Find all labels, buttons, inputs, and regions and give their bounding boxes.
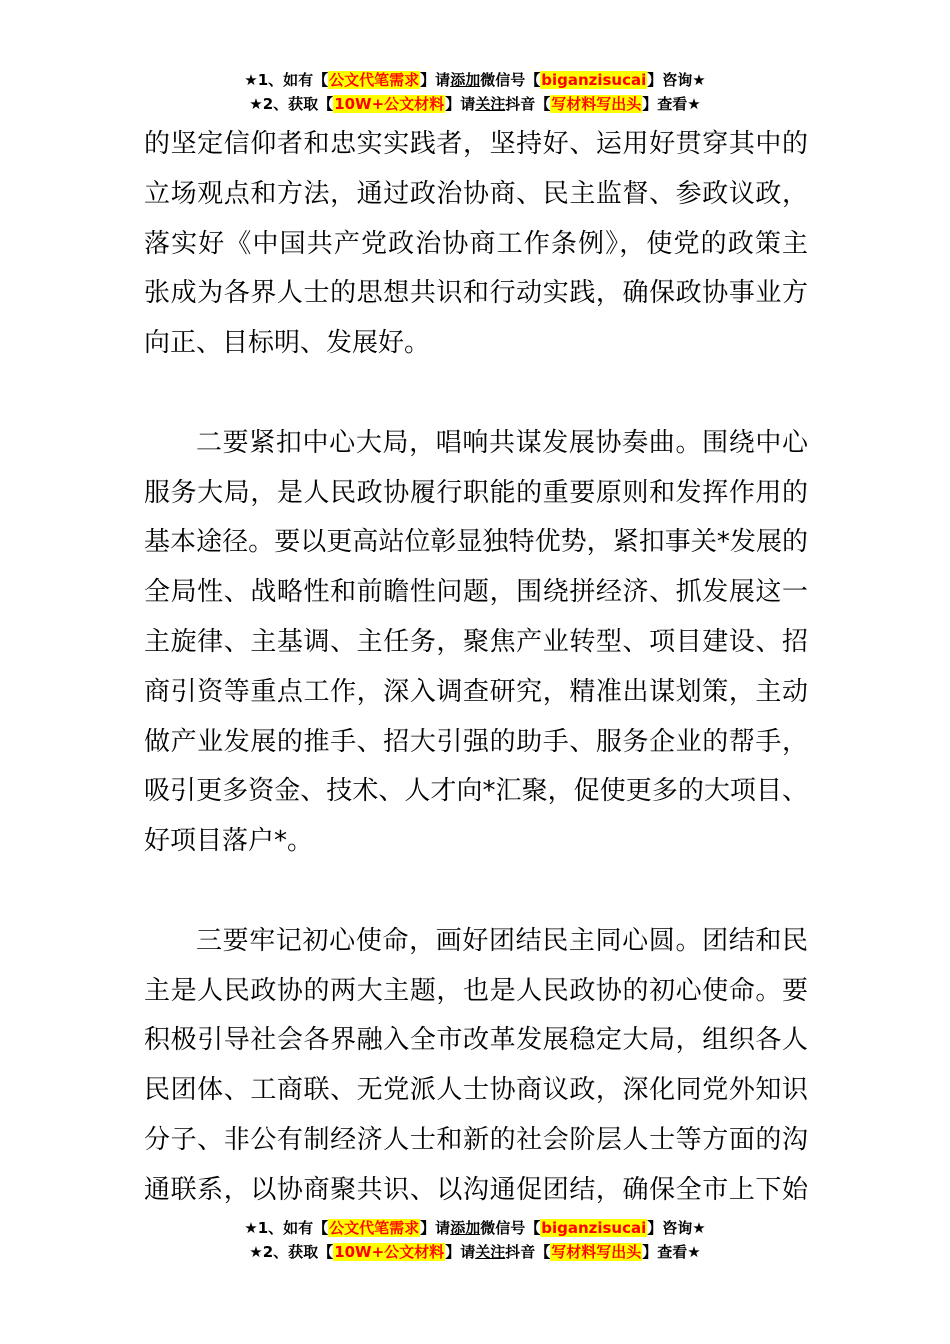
highlight-service: 公文代笔需求 (329, 71, 420, 89)
text-line: 立场观点和方法，通过政治协商、民主监督、参政议政， (144, 178, 808, 209)
paragraph-1 (144, 120, 808, 369)
underlined-word: 添加 (450, 1219, 481, 1237)
highlight-wechat-id: biganzisucai (541, 71, 647, 89)
banner-line-2 (0, 92, 950, 116)
underlined-word: 关注 (475, 95, 506, 113)
text-line: 主旋律、主基调、主任务，聚焦产业转型、项目建设、招 (144, 626, 808, 657)
text-line: 二要紧扣中心大局，唱响共谋发展协奏曲。围绕中心 (196, 427, 808, 458)
banner-text: 微信号【 (480, 71, 541, 89)
header-banner (0, 68, 950, 116)
text-line: 分子、非公有制经济人士和新的社会阶层人士等方面的沟 (144, 1124, 808, 1155)
banner-text: 微信号【 (480, 1219, 541, 1237)
text-line: 张成为各界人士的思想共识和行动实践，确保政协事业方 (144, 278, 808, 309)
text-line: 吸引更多资金、技术、人才向*汇聚，促使更多的大项目、 (144, 776, 808, 807)
paragraph-3 (144, 917, 808, 1216)
text-line: 三要牢记初心使命，画好团结民主同心圆。团结和民 (196, 925, 808, 956)
text-line: 积极引导社会各界融入全市改革发展稳定大局，组织各人 (144, 1025, 808, 1056)
banner-text: ★1、如有【 (244, 1219, 329, 1237)
banner-text: ★2、获取【 (249, 95, 334, 113)
text-line: 主是人民政协的两大主题，也是人民政协的初心使命。要 (144, 975, 808, 1006)
highlight-wechat-id: biganzisucai (541, 1219, 647, 1237)
banner-text: 抖音【 (505, 95, 551, 113)
banner-text: 】请 (420, 1219, 451, 1237)
banner-line-1 (0, 1216, 950, 1240)
paragraph-2 (144, 419, 808, 867)
text-line: 民团体、工商联、无党派人士协商议政，深化同党外知识 (144, 1075, 808, 1106)
banner-text: 】请 (445, 95, 476, 113)
banner-line-2 (0, 1240, 950, 1264)
document-body (144, 120, 808, 1216)
text-line: 向正、目标明、发展好。 (144, 328, 431, 359)
footer-banner (0, 1216, 950, 1264)
text-line: 的坚定信仰者和忠实实践者，坚持好、运用好贯穿其中的 (144, 129, 808, 159)
banner-text: 】咨询★ (647, 1219, 706, 1237)
banner-text: 】查看★ (642, 95, 701, 113)
underlined-word: 关注 (475, 1243, 506, 1261)
highlight-materials: 10W+公文材料 (334, 1243, 445, 1261)
text-line: 通联系，以协商聚共识、以沟通促团结，确保全市上下始 (144, 1174, 808, 1205)
banner-text: 】请 (445, 1243, 476, 1261)
banner-text: 】请 (420, 71, 451, 89)
text-line: 做产业发展的推手、招大引强的助手、服务企业的帮手， (144, 726, 808, 757)
highlight-douyin: 写材料写出头 (551, 95, 642, 113)
banner-line-1 (0, 68, 950, 92)
text-line: 全局性、战略性和前瞻性问题，围绕拼经济、抓发展这一 (144, 577, 808, 608)
text-line: 基本途径。要以更高站位彰显独特优势，紧扣事关*发展的 (144, 527, 808, 558)
banner-text: 】咨询★ (647, 71, 706, 89)
underlined-word: 添加 (450, 71, 481, 89)
highlight-materials: 10W+公文材料 (334, 95, 445, 113)
banner-text: ★1、如有【 (244, 71, 329, 89)
text-line: 商引资等重点工作，深入调查研究，精准出谋划策，主动 (144, 676, 808, 707)
banner-text: 抖音【 (505, 1243, 551, 1261)
text-line: 落实好《中国共产党政治协商工作条例》，使党的政策主 (144, 228, 808, 259)
highlight-douyin: 写材料写出头 (551, 1243, 642, 1261)
text-line: 好项目落户*。 (144, 826, 314, 857)
banner-text: 】查看★ (642, 1243, 701, 1261)
banner-text: ★2、获取【 (249, 1243, 334, 1261)
highlight-service: 公文代笔需求 (329, 1219, 420, 1237)
text-line: 服务大局，是人民政协履行职能的重要原则和发挥作用的 (144, 477, 808, 508)
